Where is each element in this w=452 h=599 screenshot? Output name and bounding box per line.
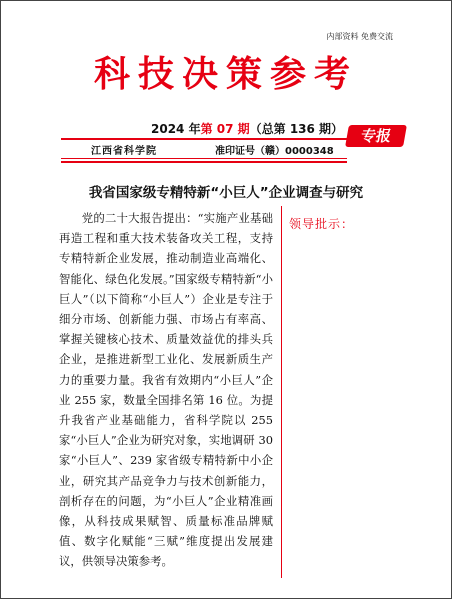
masthead-title: 科技决策参考 bbox=[93, 54, 358, 95]
issue-line bbox=[151, 120, 343, 137]
leader-comment-label: 领导批示： bbox=[289, 217, 355, 231]
issue-total: （总第 136 期） bbox=[249, 122, 344, 136]
header-rule-bottom-thick bbox=[61, 161, 347, 163]
issue-number: 第 07 期 bbox=[200, 122, 250, 136]
internal-note: 内部资料 免费交流 bbox=[326, 32, 393, 41]
article-paragraph: 党的二十大报告提出：“实施产业基础再造工程和重大技术装备攻关工程，支持专精特新企业发展，推动制造业高端化、智能化、绿色化发展。”国家级专精特新“小巨人”（以下简称“小巨人”）企业是专注于细分市场、创新能力强、市场占有率高、掌握关键核心技术、质量效益优的排头兵企业，是推进新型工业化、发展新质生产力的重要力量。我省有效期内“小巨人”企业 255 家，数量全国排名第 16 位。为提升我省产业基础能力，省科学院以 255 家“小巨人”企业为研究对象，实地调研 30 家“小巨人”、239 家省级专精特新中小企业，研究其产品竞争力与技术创新能力，剖析存在的问题，为“小巨人”企业精准画像，从科技成果赋智、质量标准品牌赋值、数字化赋能“三赋”维度提出发展建议，供领导决策参考。 bbox=[59, 211, 273, 569]
special-report-badge: 专报 bbox=[345, 125, 407, 147]
header-rule-bottom bbox=[61, 158, 347, 159]
article-body bbox=[59, 208, 273, 572]
column-divider bbox=[281, 206, 282, 578]
article-title: 我省国家级专精特新“小巨人”企业调查与研究 bbox=[88, 185, 364, 201]
permit-number: 准印证号（赣）0000348 bbox=[215, 146, 334, 157]
issue-year: 2024 年 bbox=[151, 122, 201, 136]
header-rule-top bbox=[61, 138, 347, 140]
organization-name: 江西省科学院 bbox=[91, 146, 157, 157]
